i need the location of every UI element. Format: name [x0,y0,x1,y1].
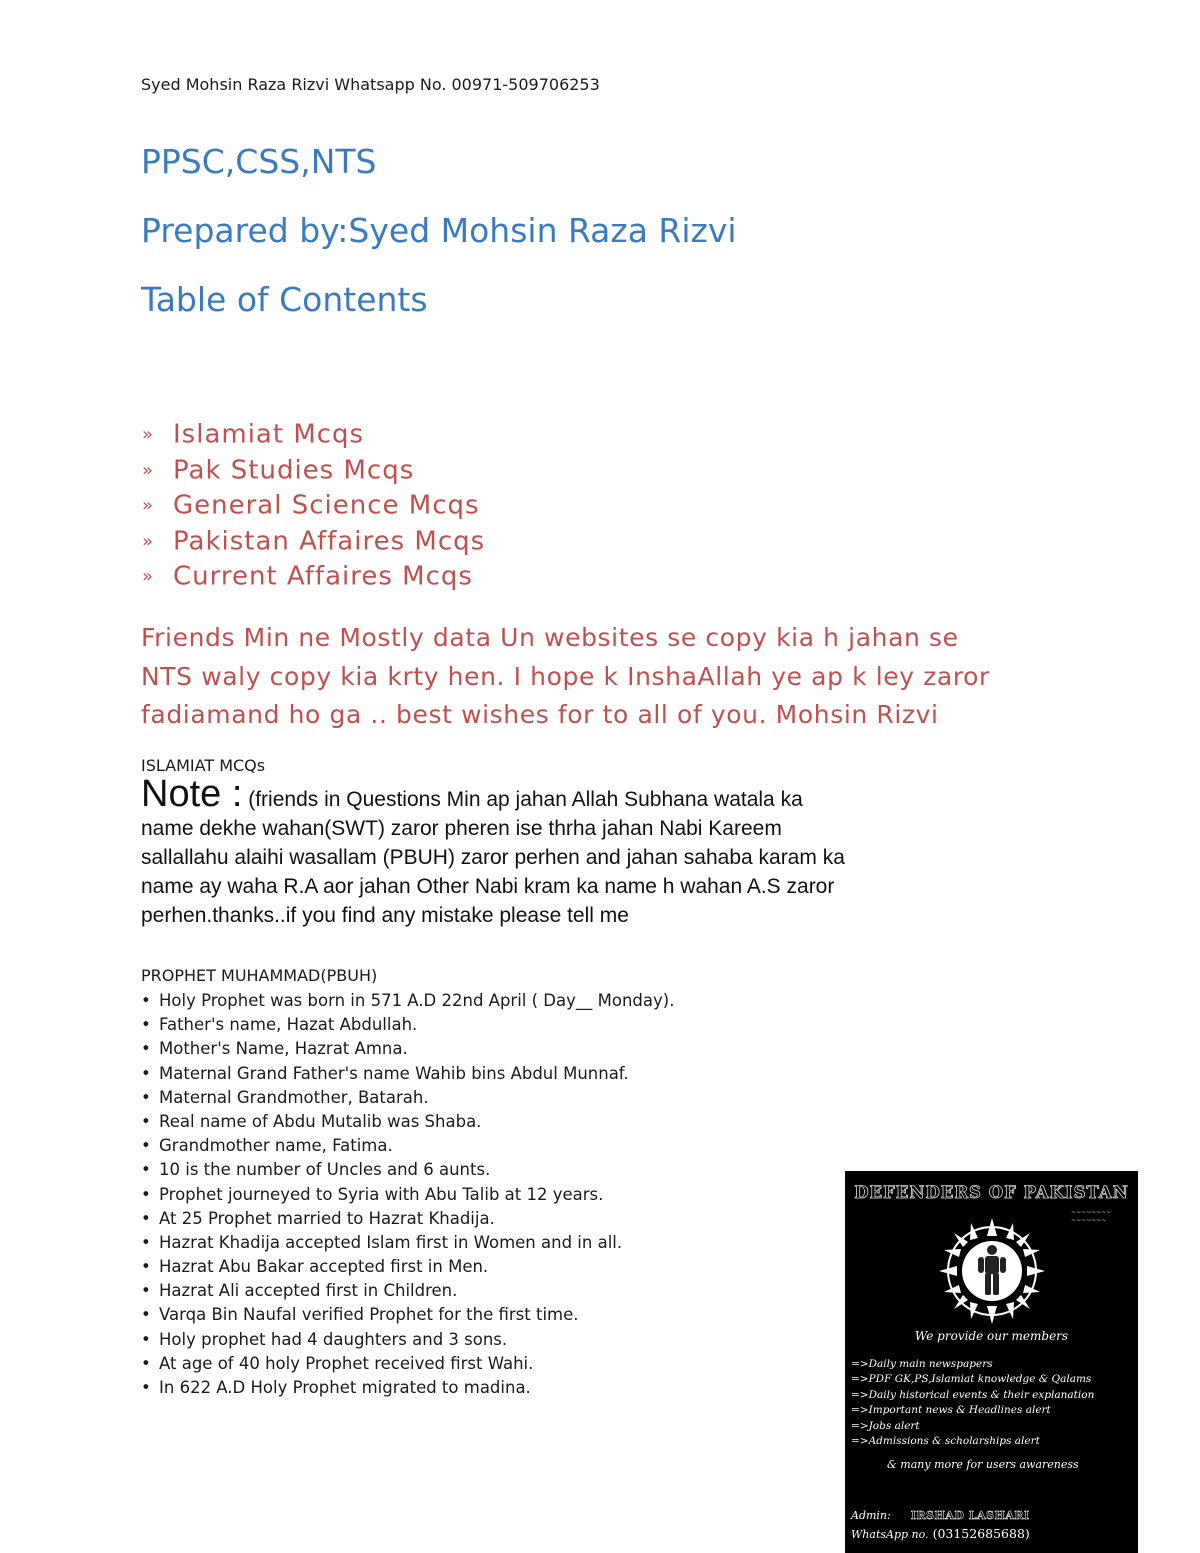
fact-text: Hazrat Khadija accepted Islam first in Women and in all. [159,1232,623,1252]
author-header: Syed Mohsin Raza Rizvi Whatsapp No. 00971-509706253 [141,75,600,94]
bullet-icon: • [141,1015,151,1035]
fact-text: Hazrat Ali accepted first in Children. [159,1281,458,1301]
fact-item [141,1328,674,1352]
fact-item [141,1352,674,1376]
chevron-right-icon: » [142,424,155,445]
poster-services-list [851,1357,1094,1449]
toc-item[interactable] [142,559,485,595]
bullet-icon: • [141,1039,151,1059]
toc-item-label: Pak Studies Mcqs [173,454,415,485]
bullet-icon: • [141,1087,151,1107]
poster-more-text: & many more for users awareness [887,1458,1079,1471]
fact-item [141,1086,674,1110]
whatsapp-label: WhatsApp no. [851,1528,929,1541]
toc-item[interactable] [142,453,485,489]
toc-heading: Table of Contents [141,280,428,319]
section-label: ISLAMIAT MCQs [141,756,266,775]
fact-text: Hazrat Abu Bakar accepted first in Men. [159,1257,489,1277]
friends-note-line: Friends Min ne Mostly data Un websites se copy kia h jahan se [141,623,959,652]
fact-text: In 622 A.D Holy Prophet migrated to madina. [159,1378,531,1397]
friends-note-line: fadiamand ho ga .. best wishes for to all of you. Mohsin Rizvi [141,700,939,729]
admin-name: IRSHAD LASHARI [910,1509,1030,1522]
chevron-right-icon: » [142,566,155,587]
toc-item-label: General Science Mcqs [173,490,480,521]
toc-item[interactable] [142,417,485,453]
fact-item [141,1376,674,1400]
bullet-icon: • [141,1063,151,1083]
note-line: sallallahu alaihi wasallam (PBUH) zaror perhen and jahan sahaba karam ka [141,846,845,869]
fact-text: Holy prophet had 4 daughters and 3 sons. [159,1329,508,1349]
fact-text: At age of 40 holy Prophet received first Wahi. [159,1353,534,1373]
fact-item [141,1255,674,1279]
poster-service-item: =>Admissions & scholarships alert [851,1434,1040,1447]
bullet-icon: • [141,1208,151,1228]
bullet-icon: • [141,1111,151,1131]
admin-label: Admin: [851,1509,891,1522]
bullet-icon: • [141,1281,151,1301]
whatsapp-number: (03152685688) [932,1526,1030,1541]
bullet-icon: • [141,1232,151,1252]
poster-service-item: =>PDF GK,PS,Islamiat knowledge & Qalams [851,1373,1092,1386]
toc-item[interactable] [142,488,485,524]
bullet-icon: • [141,1305,151,1325]
note-line: name dekhe wahan(SWT) zaror pheren ise thrha jahan Nabi Kareem [141,817,782,840]
friends-note-line: NTS waly copy kia krty hen. I hope k InshaAllah ye ap k ley zaror [141,661,990,691]
toc-item-label: Pakistan Affaires Mcqs [173,525,486,556]
fact-text: Father's name, Hazat Abdullah. [159,1015,418,1035]
note-title: Note : [141,773,243,815]
note-line: name ay waha R.A aor jahan Other Nabi kram ka name h wahan A.S zaror [141,875,835,898]
prophet-section-title: PROPHET MUHAMMAD(PBUH) [141,966,378,985]
fact-item [141,1183,674,1207]
bullet-icon: • [141,991,151,1010]
note-line: perhen.thanks..if you find any mistake please tell me [141,904,629,927]
fact-text: Prophet journeyed to Syria with Abu Talib at 12 years. [159,1184,604,1204]
fact-text: Varqa Bin Naufal verified Prophet for the first time. [159,1305,579,1325]
fact-item [141,1207,674,1231]
poster-subtitle-scribble: ~~~~~~~~ ~~~~~~~ [1071,1209,1112,1224]
bullet-icon: • [141,1160,151,1180]
fact-text: Holy Prophet was born in 571 A.D 22nd April ( Day__ Monday). [159,991,675,1010]
fact-item [141,1037,674,1061]
fact-text: Maternal Grand Father's name Wahib bins Abdul Munnaf. [159,1063,629,1083]
poster-service-item: =>Jobs alert [851,1419,920,1432]
fact-item [141,1279,674,1303]
fact-text: Grandmother name, Fatima. [159,1136,393,1156]
poster-service-item: =>Important news & Headlines alert [851,1404,1051,1417]
bullet-icon: • [141,1136,151,1156]
fact-text: At 25 Prophet married to Hazrat Khadija. [159,1208,495,1228]
poster-whatsapp [851,1526,1030,1541]
note-line [141,773,1061,815]
toc-item[interactable] [142,524,485,560]
defenders-poster [845,1171,1138,1553]
fact-item [141,1134,674,1158]
fact-text: Real name of Abdu Mutalib was Shaba. [159,1111,482,1131]
fact-item [141,989,674,1013]
chevron-right-icon: » [142,495,155,516]
fact-item [141,1110,674,1134]
friends-note [141,619,1071,735]
prepared-by-heading: Prepared by:Syed Mohsin Raza Rizvi [141,211,737,250]
bullet-icon: • [141,1378,151,1397]
poster-admin [851,1509,1030,1522]
emblem-icon [937,1216,1047,1326]
fact-item [141,1013,674,1037]
fact-item [141,1158,674,1182]
note-block [141,773,1061,930]
poster-service-item: =>Daily main newspapers [851,1358,993,1370]
fact-text: Maternal Grandmother, Batarah. [159,1087,429,1107]
bullet-icon: • [141,1353,151,1373]
poster-service-item: =>Daily historical events & their explanation [851,1388,1095,1401]
table-of-contents [142,417,485,595]
chevron-right-icon: » [142,459,155,481]
exams-heading: PPSC,CSS,NTS [141,142,377,181]
fact-text: 10 is the number of Uncles and 6 aunts. [159,1160,491,1180]
fact-item [141,1062,674,1086]
poster-title: DEFENDERS OF PAKISTAN [854,1183,1129,1202]
poster-provide-text: We provide our members [914,1329,1069,1343]
chevron-right-icon: » [142,530,155,552]
prophet-facts-list [141,989,674,1400]
bullet-icon: • [141,1329,151,1349]
bullet-icon: • [141,1184,151,1204]
fact-text: Mother's Name, Hazrat Amna. [159,1039,408,1059]
note-text: (friends in Questions Min ap jahan Allah Subhana watala ka [248,788,803,811]
toc-item-label: Current Affaires Mcqs [173,561,473,592]
fact-item [141,1303,674,1327]
bullet-icon: • [141,1257,151,1277]
toc-item-label: Islamiat Mcqs [173,419,365,450]
fact-item [141,1231,674,1255]
